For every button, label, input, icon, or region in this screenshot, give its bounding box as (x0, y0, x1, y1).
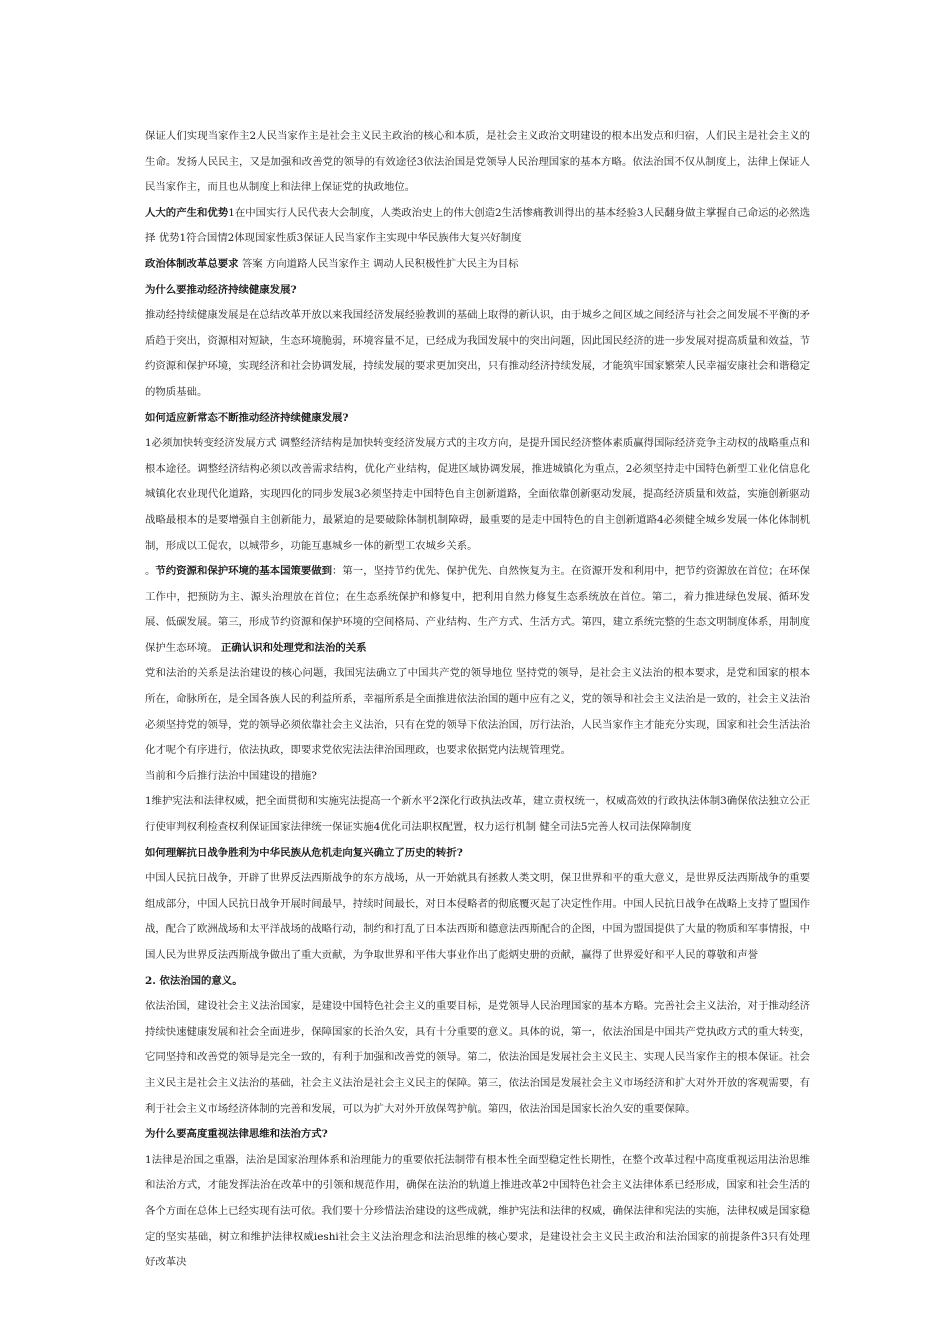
paragraph-legal-thinking: 1法律是治国之重器，法治是国家治理体系和治理能力的重要依托法制带有根本性全面型稳定性长期性，在整个改革过程中高度重视运用法治思维和法治方式，才能发挥法治在改革中的引领和规范作用，确保在法治的轨道上推进改革2中国特色社会主义法律体系已经形成，国家和社会生活的各个方面在总体上已经实现有法可依。我们要十分珍惜法治建设的这些成就，维护宪法和法律的权威，确保法律和宪法的实施，法律权威是国家稳定的坚实基础，树立和维护法律权威ieshi社会主义法治理念和法治思维的核心要求，是建设社会主义民主政治和法治国家的前提条件3只有处理好改革决 (145, 1153, 810, 1269)
heading-rule-of-law-significance: 2. 依法治国的意义。 (145, 974, 243, 987)
paragraph-political-reform (145, 252, 810, 278)
npc-origin-text: 1在中国实行人民代表大会制度，人类政治史上的伟大创造2生活惨痛教训得出的基本经验3人民翻身做主掌握自己命运的必然选择 优势1符合国情2体现国家性质3保证人民当家作主实现中华民族伟大复兴好制度 (145, 206, 811, 245)
political-reform-label: 政治体制改革总要求 (145, 257, 239, 270)
paragraph-resource-conservation (145, 559, 810, 661)
heading-anti-japanese-war: 如何理解抗日战争胜利为中华民族从危机走向复兴确立了历史的转折? (145, 846, 463, 859)
resource-text: ：第一，坚持节约优先、保护优先、自然恢复为主。在资源开发和利用中，把节约资源放在首位；在环保工作中，把预防为主、源头治理放在首位；在生态系统保护和修复中，把利用自然力修复生态系统放在首位。第二，着力推进绿色发展、循环发展、低碳发展。第三，形成节约资源和保护环境的空间格局、产业结构、生产方式、生活方式。第四，建立系统完整的生态文明制度体系，用制度保护生态环境。 (145, 565, 810, 654)
paragraph-rule-of-law-measures: 1维护宪法和法律权威，把全面贯彻和实施宪法提高一个新水平2深化行政执法改革，建立责权统一，权威高效的行政执法体制3确保依法独立公正行使审判权利检查权利保证国家法律统一保证实施4优化司法职权配置，权力运行机制 健全司法5完善人权司法保障制度 (145, 795, 810, 834)
paragraph-npc-origin (145, 201, 810, 252)
npc-origin-label: 人大的产生和优势 (145, 206, 229, 219)
paragraph-why-economic-growth: 推动经持续健康发展是在总结改革开放以来我国经济发展经验教训的基础上取得的新认识，由于城乡之间区域之间经济与社会之间发展不平衡的矛盾趋于突出，资源相对短缺，生态环境脆弱，环境容量不足，已经成为我国发展中的突出问题，因此国民经济的进一步发展对提高质量和效益，节约资源和保护环境，实现经济和社会协调发展，持续发展的要求更加突出，只有推动经济持续发展，才能筑牢国家繁荣人民幸福安康社会和谐稳定的物质基础。 (145, 309, 810, 398)
paragraph-rule-of-law-significance: 依法治国，建设社会主义法治国家，是建设中国特色社会主义的重要目标，是党领导人民治理国家的基本方略。完善社会主义法治，对于推动经济持续快速健康发展和社会全面进步，保障国家的长治久安，具有十分重要的意义。具体的说，第一，依法治国是中国共产党执政方式的重大转变，它同坚持和改善党的领导是完全一致的，有利于加强和改善党的领导。第二，依法治国是发展社会主义民主、实现人民当家作主的根本保证。社会主义民主是社会主义法治的基础，社会主义法治是社会主义民主的保障。第三，依法治国是发展社会主义市场经济和扩大对外开放的客观需要，有利于社会主义市场经济体制的完善和发展，可以为扩大对外开放保驾护航。第四，依法治国是国家长治久安的重要保障。 (145, 1000, 810, 1115)
heading-party-and-rule-of-law: 正确认识和处理党和法治的关系 (221, 641, 367, 654)
resource-label: 节约资源和保护环境的基本国策要做到 (155, 565, 333, 578)
paragraph-new-normal: 1必须加快转变经济发展方式 调整经济结构是加快转变经济发展方式的主攻方向，是提升国民经济整体素质赢得国际经济竞争主动权的战略重点和根本途径。调整经济结构必须以改善需求结构，优化产业结构，促进区域协调发展，推进城镇化为重点，2必须坚持走中国特色新型工业化信息化城镇化农业现代化道路，实现四化的同步发展3必须坚持走中国特色自主创新道路，全面依靠创新驱动发展，提高经济质量和效益，实施创新驱动战略最根本的是要增强自主创新能力，最紧迫的是要破除体制机制障碍，最重要的是走中国特色的自主创新道路4必须健全城乡发展一体化体制机制，形成以工促农，以城带乡，功能互惠城乡一体的新型工农城乡关系。 (145, 437, 810, 552)
document-body (145, 124, 810, 1276)
heading-new-normal: 如何适应新常态不断推动经济持续健康发展? (145, 411, 349, 424)
heading-why-economic-growth: 为什么要推动经济持续健康发展? (145, 283, 297, 296)
question-rule-of-law-measures: 当前和今后推行法治中国建设的措施? (145, 769, 317, 782)
resource-prefix: 。 (145, 565, 156, 578)
paragraph-anti-japanese-war: 中国人民抗日战争，开辟了世界反法西斯战争的东方战场，从一开始就具有拯救人类文明，保卫世界和平的重大意义，是世界反法西斯战争的重要组成部分，中国人民抗日战争开展时间最早，持续时间最长，对日本侵略者的彻底覆灭起了决定性作用。中国人民抗日战争在战略上支持了盟国作战，配合了欧洲战场和太平洋战场的战略行动，制约和打乱了日本法西斯和德意法西斯配合的企图，中国为盟国提供了大量的物质和军事情报，中国人民为世界反法西斯战争做出了重大贡献，为争取世界和平伟大事业作出了彪炳史册的贡献，赢得了世界爱好和平人民的尊敬和声誉 (145, 872, 810, 961)
paragraph-people-as-masters: 保证人们实现当家作主2人民当家作主是社会主义民主政治的核心和本质，是社会主义政治文明建设的根本出发点和归宿，人们民主是社会主义的生命。发扬人民民主，又是加强和改善党的领导的有效途径3依法治国是党领导人民治理国家的基本方略。依法治国不仅从制度上，法律上保证人民当家作主，而且也从制度上和法律上保证党的执政地位。 (145, 130, 810, 194)
paragraph-party-and-rule-of-law: 党和法治的关系是法治建设的核心问题，我国宪法确立了中国共产党的领导地位 坚持党的领导，是社会主义法治的根本要求，是党和国家的根本所在，命脉所在，是全国各族人民的利益所系，幸福所系是全面推进依法治国的题中应有之义，党的领导和社会主义法治是一致的，社会主义法治必须坚持党的领导，党的领导必须依靠社会主义法治，只有在党的领导下依法治国，厉行法治，人民当家作主才能充分实现，国家和社会生活法治化才呢个有序进行，依法执政，即要求党依宪法法律治国理政，也要求依据党内法规管理党。 (145, 667, 810, 757)
political-reform-text: 答案 方向道路人民当家作主 调动人民积极性扩大民主为目标 (238, 257, 519, 270)
heading-legal-thinking: 为什么要高度重视法律思维和法治方式? (145, 1128, 328, 1141)
